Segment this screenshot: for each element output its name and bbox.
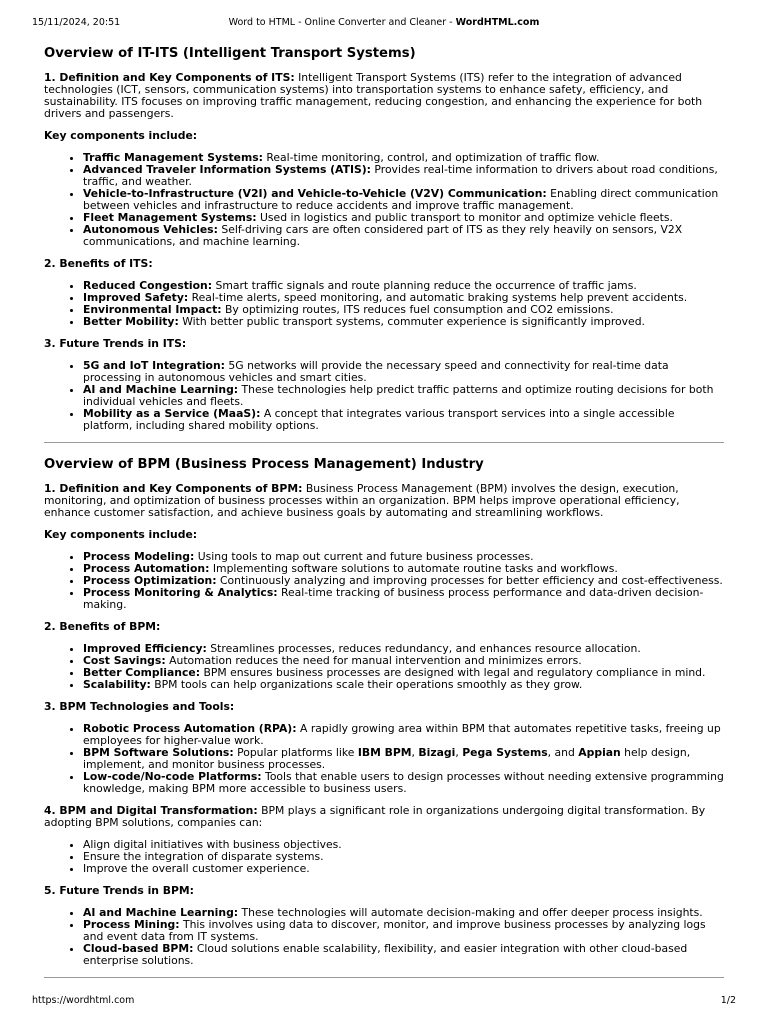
list-item-text: Align digital initiatives with business objectives. <box>83 838 342 851</box>
bullet-list <box>44 152 724 248</box>
list-item-text: Tools that enable users to design processes without needing extensive programming knowledge, making BPM more accessible to business users. <box>83 770 724 795</box>
paragraph <box>44 72 724 120</box>
list-item-label: Process Monitoring & Analytics: <box>83 586 278 599</box>
list-item-text: These technologies help predict traffic patterns and optimize routing decisions for both individual vehicles and fleets. <box>83 383 714 408</box>
list-item-label: Reduced Congestion: <box>83 279 213 292</box>
print-page-number: 1/2 <box>720 995 736 1006</box>
list-item-label: Mobility as a Service (MaaS): <box>83 407 261 420</box>
list-item-label: BPM Software Solutions: <box>83 746 234 759</box>
list-item-label: Robotic Process Automation (RPA): <box>83 722 297 735</box>
list-item-text: , <box>411 746 419 759</box>
subheading <box>44 885 724 897</box>
platform-name: Pega Systems <box>462 746 548 759</box>
list-item-label: Cost Savings: <box>83 654 166 667</box>
list-item-label: Process Modeling: <box>83 550 195 563</box>
paragraph <box>44 483 724 519</box>
list-item-text: Popular platforms like <box>233 746 358 759</box>
list-item <box>83 164 724 188</box>
list-item-text: Used in logistics and public transport to monitor and optimize vehicle fleets. <box>256 211 673 224</box>
list-item-text: BPM ensures business processes are designed with legal and regulatory compliance in mind. <box>200 666 706 679</box>
list-item <box>83 943 724 967</box>
print-datetime: 15/11/2024, 20:51 <box>32 17 121 28</box>
list-item-text: , and <box>547 746 579 759</box>
bullet-list <box>44 907 724 967</box>
bullet-list <box>44 839 724 875</box>
platform-name: Bizagi <box>418 746 456 759</box>
document-body <box>44 46 724 992</box>
list-item-label: Better Mobility: <box>83 315 179 328</box>
list-item-label: Environmental Impact: <box>83 303 222 316</box>
subheading-label: Key components include: <box>44 528 198 541</box>
list-item-text: Implementing software solutions to automate routine tasks and workflows. <box>209 562 618 575</box>
subheading-label: 5. Future Trends in BPM: <box>44 884 194 897</box>
list-item-text: 5G networks will provide the necessary speed and connectivity for real-time data processing in autonomous vehicles and smart cities. <box>83 359 669 384</box>
document-section <box>44 46 724 443</box>
list-item-text: , <box>455 746 463 759</box>
list-item-label: Process Optimization: <box>83 574 217 587</box>
list-item-text: By optimizing routes, ITS reduces fuel consumption and CO2 emissions. <box>221 303 614 316</box>
list-item-label: 5G and IoT Integration: <box>83 359 225 372</box>
bullet-list <box>44 643 724 691</box>
list-item-text: Streamlines processes, reduces redundancy, and enhances resource allocation. <box>206 642 641 655</box>
list-item <box>83 188 724 212</box>
platform-name: IBM BPM <box>357 746 412 759</box>
list-item <box>83 224 724 248</box>
print-title-text: Word to HTML - Online Converter and Cleaner - <box>228 17 456 28</box>
print-url: https://wordhtml.com <box>32 995 135 1006</box>
list-item-text: These technologies will automate decision-making and offer deeper process insights. <box>238 906 703 919</box>
list-item-label: AI and Machine Learning: <box>83 906 239 919</box>
list-item-label: Autonomous Vehicles: <box>83 223 218 236</box>
list-item-text: Enabling direct communication between vehicles and infrastructure to reduce accidents and improve traffic management. <box>83 187 719 212</box>
list-item <box>83 771 724 795</box>
paragraph <box>44 805 724 829</box>
list-item-text: A concept that integrates various transport services into a single accessible platform, including shared mobility options. <box>83 407 675 432</box>
subheading <box>44 130 724 142</box>
list-item-label: Better Compliance: <box>83 666 201 679</box>
list-item <box>83 679 724 691</box>
list-item-text: Real-time tracking of business process performance and data-driven decision-making. <box>83 586 704 611</box>
list-item-label: Vehicle-to-Infrastructure (V2I) and Vehicle-to-Vehicle (V2V) Communication: <box>83 187 547 200</box>
list-item-text: Smart traffic signals and route planning reduce the occurrence of traffic jams. <box>212 279 637 292</box>
list-item-text: Self-driving cars are often considered part of ITS as they rely heavily on sensors, V2X communications, and machine learning. <box>83 223 683 248</box>
list-item-text: Improve the overall customer experience. <box>83 862 310 875</box>
list-item-label: AI and Machine Learning: <box>83 383 239 396</box>
bullet-list <box>44 280 724 328</box>
list-item-text: Cloud solutions enable scalability, flexibility, and easier integration with other cloud-based enterprise solutions. <box>83 942 688 967</box>
list-item-label: Low-code/No-code Platforms: <box>83 770 262 783</box>
paragraph-text: Business Process Management (BPM) involves the design, execution, monitoring, and optimization of business processes within an organization. BPM helps improve operational efficiency, enhance customer satisfaction, and achieve business goals by automating and streamlining workflows. <box>44 482 680 519</box>
subheading-label: 2. Benefits of ITS: <box>44 257 153 270</box>
paragraph-label: 1. Definition and Key Components of ITS: <box>44 71 295 84</box>
list-item-text: Ensure the integration of disparate systems. <box>83 850 324 863</box>
subheading-label: Key components include: <box>44 129 198 142</box>
bullet-list <box>44 723 724 795</box>
subheading-label: 3. BPM Technologies and Tools: <box>44 700 235 713</box>
list-item <box>83 360 724 384</box>
list-item-text: Continuously analyzing and improving processes for better efficiency and cost-effectiveness. <box>216 574 723 587</box>
list-item-text: Provides real-time information to drivers about road conditions, traffic, and weather. <box>83 163 718 188</box>
subheading-label: 2. Benefits of BPM: <box>44 620 161 633</box>
list-item-label: Improved Efficiency: <box>83 642 207 655</box>
list-item-label: Fleet Management Systems: <box>83 211 257 224</box>
subheading <box>44 338 724 350</box>
list-item-label: Process Mining: <box>83 918 180 931</box>
list-item <box>83 723 724 747</box>
subheading <box>44 621 724 633</box>
list-item-text: This involves using data to discover, monitor, and improve business processes by analyzing logs and event data from IT systems. <box>83 918 706 943</box>
list-item-label: Advanced Traveler Information Systems (ATIS): <box>83 163 371 176</box>
list-item-text: With better public transport systems, commuter experience is significantly improved. <box>178 315 645 328</box>
paragraph-text: Intelligent Transport Systems (ITS) refer to the integration of advanced technologies (ICT, sensors, communication systems) into transportation systems to enhance safety, efficiency, and sustainability. ITS focuses on improving traffic management, reducing congestion, and enhancing the experience for both drivers and passengers. <box>44 71 703 120</box>
list-item-label: Cloud-based BPM: <box>83 942 194 955</box>
section-divider <box>44 442 724 443</box>
document-section <box>44 457 724 978</box>
bullet-list <box>44 360 724 432</box>
list-item <box>83 316 724 328</box>
print-header <box>32 17 736 31</box>
print-page-title <box>32 17 736 28</box>
subheading <box>44 701 724 713</box>
list-item-text: Real-time alerts, speed monitoring, and automatic braking systems help prevent accidents. <box>188 291 688 304</box>
subheading <box>44 258 724 270</box>
list-item <box>83 747 724 771</box>
list-item <box>83 408 724 432</box>
list-item-label: Scalability: <box>83 678 151 691</box>
print-footer <box>32 995 736 1009</box>
list-item-label: Process Automation: <box>83 562 210 575</box>
list-item-text: help design, implement, and monitor business processes. <box>83 746 691 771</box>
list-item-label: Improved Safety: <box>83 291 189 304</box>
subheading <box>44 529 724 541</box>
subheading-label: 3. Future Trends in ITS: <box>44 337 187 350</box>
paragraph-label: 1. Definition and Key Components of BPM: <box>44 482 303 495</box>
list-item-text: Real-time monitoring, control, and optimization of traffic flow. <box>262 151 600 164</box>
list-item-label: Traffic Management Systems: <box>83 151 263 164</box>
list-item-text: Using tools to map out current and future business processes. <box>194 550 534 563</box>
print-title-brand: WordHTML.com <box>455 17 540 28</box>
section-divider <box>44 977 724 978</box>
list-item-text: Automation reduces the need for manual intervention and minimizes errors. <box>165 654 582 667</box>
platform-name: Appian <box>578 746 621 759</box>
list-item-text: BPM tools can help organizations scale their operations smoothly as they grow. <box>150 678 583 691</box>
list-item <box>83 587 724 611</box>
paragraph-text: BPM plays a significant role in organizations undergoing digital transformation. By adopting BPM solutions, companies can: <box>44 804 706 829</box>
section-title: Overview of BPM (Business Process Management) Industry <box>44 457 484 472</box>
list-item <box>83 919 724 943</box>
list-item-text: A rapidly growing area within BPM that automates repetitive tasks, freeing up employees for higher-value work. <box>83 722 721 747</box>
section-title: Overview of IT-ITS (Intelligent Transport Systems) <box>44 46 416 61</box>
list-item <box>83 863 724 875</box>
list-item <box>83 384 724 408</box>
paragraph-label: 4. BPM and Digital Transformation: <box>44 804 258 817</box>
bullet-list <box>44 551 724 611</box>
